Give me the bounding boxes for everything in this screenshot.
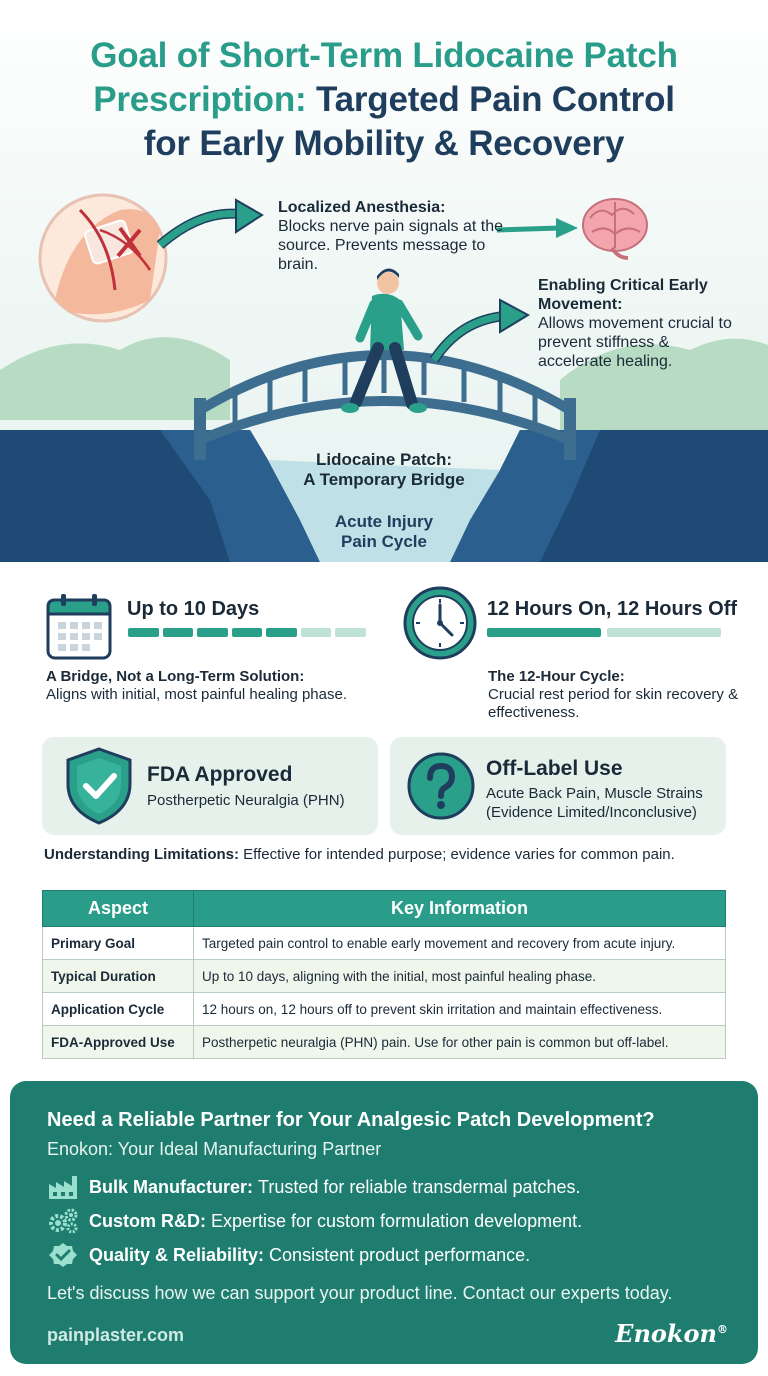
limitations-heading: Understanding Limitations:	[44, 846, 239, 863]
cycle-desc	[488, 668, 748, 722]
feature-label: Custom R&D:	[89, 1210, 206, 1231]
table-cell-info: Up to 10 days, aligning with the initial, most painful healing phase.	[194, 960, 726, 993]
cta-panel	[10, 1081, 758, 1364]
table-cell-aspect: Application Cycle	[43, 993, 194, 1026]
duration-segment-filled	[163, 628, 194, 637]
table-header-aspect: Aspect	[43, 891, 194, 927]
feature-custom-rd	[47, 1208, 582, 1234]
feature-bulk-manufacturer	[47, 1174, 581, 1200]
cycle-bar-off	[607, 628, 721, 637]
clock-icon	[402, 585, 478, 661]
table-row	[43, 960, 726, 993]
table-cell-info: Targeted pain control to enable early movement and recovery from acute injury.	[194, 927, 726, 960]
duration-desc	[46, 668, 386, 704]
pain-label-line-2: Pain Cycle	[341, 532, 427, 551]
cycle-desc-heading: The 12-Hour Cycle:	[488, 668, 625, 685]
cycle-block	[384, 580, 768, 720]
hero-section	[0, 0, 768, 562]
shield-check-icon	[64, 746, 134, 826]
quality-badge-icon	[47, 1242, 79, 1268]
movement-heading: Enabling Critical Early Movement:	[538, 277, 708, 313]
cycle-title: 12 Hours On, 12 Hours Off	[487, 598, 738, 620]
table-row	[43, 927, 726, 960]
question-mark-icon	[406, 751, 476, 821]
table-header-key-info: Key Information	[194, 891, 726, 927]
movement-callout	[538, 276, 738, 371]
table-cell-info: 12 hours on, 12 hours off to prevent skin irritation and maintain effectiveness.	[194, 993, 726, 1026]
duration-segment-empty	[301, 628, 332, 637]
feature-text: Consistent product performance.	[269, 1244, 531, 1265]
duration-segment-filled	[266, 628, 297, 637]
feature-label: Bulk Manufacturer:	[89, 1176, 254, 1197]
title-line-3: for Early Mobility & Recovery	[143, 124, 625, 163]
calendar-icon	[46, 592, 112, 660]
title-line-2a: Prescription:	[93, 80, 307, 119]
table-row	[43, 1026, 726, 1059]
website-link[interactable]: painplaster.com	[47, 1325, 185, 1345]
table-cell-aspect: Typical Duration	[43, 960, 194, 993]
duration-progress-bar	[128, 628, 366, 637]
limitations-text: Effective for intended purpose; evidence varies for common pain.	[243, 846, 675, 863]
gears-icon	[47, 1208, 79, 1234]
cycle-desc-text: Crucial rest period for skin recovery & effectiveness.	[488, 686, 739, 721]
feature-text: Trusted for reliable transdermal patches.	[258, 1176, 581, 1197]
pain-label-line-1: Acute Injury	[334, 512, 434, 531]
off-label-line-1: Acute Back Pain, Muscle Strains	[486, 785, 703, 802]
duration-segment-filled	[197, 628, 228, 637]
key-info-table	[42, 890, 726, 1059]
limitations-note	[44, 846, 744, 863]
bridge-label-line-2: A Temporary Bridge	[303, 470, 465, 489]
cta-subheading: Enokon: Your Ideal Manufacturing Partner	[47, 1139, 382, 1159]
brand-logo	[615, 1319, 728, 1348]
duration-desc-heading: A Bridge, Not a Long-Term Solution:	[46, 668, 305, 685]
bridge-label-line-1: Lidocaine Patch:	[315, 450, 453, 469]
duration-segment-filled	[128, 628, 159, 637]
anesthesia-text: Blocks nerve pain signals at the source. Prevents message to brain.	[278, 218, 504, 273]
page-title	[0, 34, 768, 166]
duration-desc-text: Aligns with initial, most painful healing phase.	[46, 686, 348, 703]
pain-cycle-label	[284, 512, 484, 552]
brand-mark: ®	[717, 1323, 728, 1336]
cycle-bar	[487, 628, 721, 637]
off-label-title: Off-Label Use	[486, 757, 623, 780]
off-label-line-2: (Evidence Limited/Inconclusive)	[486, 804, 697, 821]
table-cell-aspect: FDA-Approved Use	[43, 1026, 194, 1059]
fda-title: FDA Approved	[147, 763, 293, 786]
cta-heading: Need a Reliable Partner for Your Analgesic Patch Development?	[47, 1109, 655, 1131]
brain-icon	[583, 199, 647, 258]
shoulder-patch-icon	[40, 195, 166, 321]
bridge-label	[284, 450, 484, 490]
fda-approved-box	[42, 737, 378, 835]
cta-closing: Let's discuss how we can support your product line. Contact our experts today.	[47, 1283, 673, 1303]
feature-text: Expertise for custom formulation development.	[211, 1210, 583, 1231]
feature-label: Quality & Reliability:	[89, 1244, 265, 1265]
table-cell-info: Postherpetic neuralgia (PHN) pain. Use for other pain is common but off-label.	[194, 1026, 726, 1059]
anesthesia-callout	[278, 198, 518, 274]
duration-block	[0, 580, 384, 720]
brand-name: Enokon	[615, 1319, 717, 1348]
duration-segment-filled	[232, 628, 263, 637]
feature-quality	[47, 1242, 530, 1268]
duration-title: Up to 10 Days	[127, 598, 260, 620]
cycle-bar-on	[487, 628, 601, 637]
duration-segment-empty	[335, 628, 366, 637]
fda-subtitle: Postherpetic Neuralgia (PHN)	[147, 792, 345, 809]
factory-icon	[47, 1174, 79, 1200]
title-line-2b: Targeted Pain Control	[316, 80, 675, 119]
table-header-row	[43, 891, 726, 927]
movement-text: Allows movement crucial to prevent stiffness & accelerate healing.	[538, 315, 732, 370]
anesthesia-heading: Localized Anesthesia:	[278, 199, 446, 216]
off-label-box	[390, 737, 726, 835]
table-cell-aspect: Primary Goal	[43, 927, 194, 960]
title-line-1: Goal of Short-Term Lidocaine Patch	[90, 36, 678, 75]
table-row	[43, 993, 726, 1026]
